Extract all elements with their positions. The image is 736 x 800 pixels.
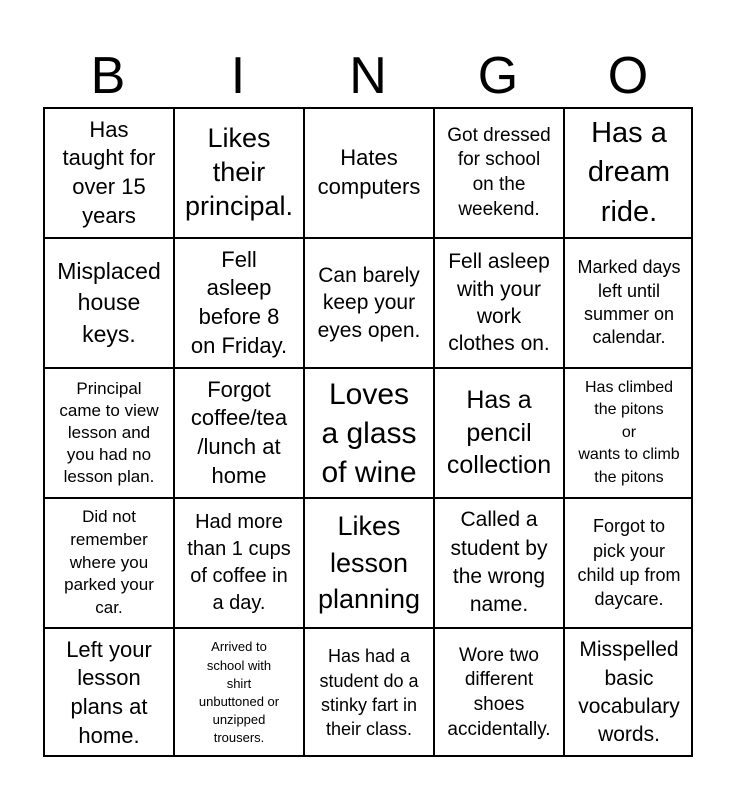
bingo-cell: Fell asleep before 8 on Friday.: [173, 237, 303, 367]
bingo-cell: Misspelled basic vocabulary words.: [563, 627, 693, 757]
bingo-cell: Hates computers: [303, 107, 433, 237]
bingo-grid: [43, 107, 693, 757]
bingo-cell: Did not remember where you parked your car.: [43, 497, 173, 627]
header-letter-g: G: [477, 47, 519, 105]
header-letter-b: B: [90, 47, 126, 105]
bingo-cell: Got dressed for school on the weekend.: [433, 107, 563, 237]
bingo-cell: Forgot coffee/tea /lunch at home: [173, 367, 303, 497]
bingo-cell: Likes their principal.: [173, 107, 303, 237]
header-letter-n: N: [349, 47, 387, 105]
header-letter-o: O: [607, 47, 649, 105]
bingo-cell: Wore two different shoes accidentally.: [433, 627, 563, 757]
bingo-cell: Likes lesson planning: [303, 497, 433, 627]
bingo-cell: Has climbed the pitons or wants to climb the pitons: [563, 367, 693, 497]
bingo-cell: Called a student by the wrong name.: [433, 497, 563, 627]
bingo-cell: Principal came to view lesson and you had no lesson plan.: [43, 367, 173, 497]
bingo-cell: Has had a student do a stinky fart in their class.: [303, 627, 433, 757]
bingo-cell: Fell asleep with your work clothes on.: [433, 237, 563, 367]
bingo-cell: Marked days left until summer on calendar.: [563, 237, 693, 367]
bingo-cell: Arrived to school with shirt unbuttoned or unzipped trousers.: [173, 627, 303, 757]
bingo-cell: Has a dream ride.: [563, 107, 693, 237]
bingo-cell: Has a pencil collection: [433, 367, 563, 497]
bingo-cell: Can barely keep your eyes open.: [303, 237, 433, 367]
bingo-cell: Forgot to pick your child up from daycare.: [563, 497, 693, 627]
bingo-cell: Misplaced house keys.: [43, 237, 173, 367]
header-letter-i: I: [230, 47, 246, 105]
bingo-cell: Has taught for over 15 years: [43, 107, 173, 237]
bingo-header: [43, 44, 693, 108]
bingo-cell: Left your lesson plans at home.: [43, 627, 173, 757]
bingo-cell: Had more than 1 cups of coffee in a day.: [173, 497, 303, 627]
bingo-cell: Loves a glass of wine: [303, 367, 433, 497]
